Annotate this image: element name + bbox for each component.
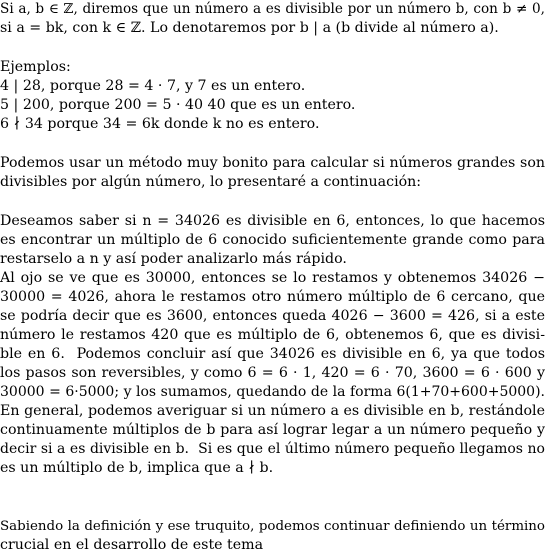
examples-heading: Ejemplos: bbox=[0, 59, 71, 75]
method-line-8: ble en 6. Podemos concluir así que 34026 es divisible en 6, ya que todos bbox=[0, 346, 545, 362]
method-line-9: los pasos son reversibles, y como 6 = 6 · 1, 420 = 6 · 70, 3600 = 6 · 600 y bbox=[0, 365, 545, 381]
example-1: 4 | 28, porque 28 = 4 · 7, y 7 es un entero. bbox=[0, 78, 306, 94]
method-line-11: En general, podemos averiguar si un número a es divisible en b, restándole bbox=[0, 403, 545, 419]
definition-line-1: Si a, b ∈ ℤ, diremos que un número a es divisible por un número b, con b ≠ 0, bbox=[0, 1, 545, 17]
intro-line-1: Podemos usar un método muy bonito para calcular si números grandes son bbox=[0, 155, 545, 171]
method-line-7: número le restamos 420 que es múltiplo de 6, obtenemos 6, que es divisi- bbox=[0, 327, 545, 343]
method-line-4: Al ojo se ve que es 30000, entonces se lo restamos y obtenemos 34026 − bbox=[0, 270, 545, 286]
method-line-6: se podría decir que es 3600, entonces queda 4026 − 3600 = 426, si a este bbox=[0, 308, 545, 324]
method-line-1: Deseamos saber si n = 34026 es divisible en 6, entonces, lo que hacemos bbox=[0, 213, 545, 229]
example-3: 6 ∤ 34 porque 34 = 6k donde k no es entero. bbox=[0, 116, 320, 132]
example-2: 5 | 200, porque 200 = 5 · 40 40 que es un entero. bbox=[0, 97, 356, 113]
method-line-2: es encontrar un múltiplo de 6 conocido suficientemente grande como para bbox=[0, 232, 545, 248]
closing-line-2: crucial en el desarrollo de este tema bbox=[0, 537, 264, 553]
method-line-3: restarselo a n y así poder analizarlo más rápido. bbox=[0, 251, 347, 267]
method-line-10: 30000 = 6·5000; y los sumamos, quedando de la forma 6(1+70+600+5000). bbox=[0, 384, 545, 400]
intro-line-2: divisibles por algún número, lo presentaré a continuación: bbox=[0, 174, 422, 190]
method-line-13: decir si a es divisible en b. Si es que el último número pequeño llegamos no bbox=[0, 441, 545, 457]
method-line-14: es un múltiplo de b, implica que a ∤ b. bbox=[0, 460, 274, 476]
closing-line-1: Sabiendo la definición y ese truquito, podemos continuar definiendo un término bbox=[0, 519, 545, 534]
method-line-12: continuamente múltiplos de b para así lograr legar a un número pequeño y bbox=[0, 422, 545, 438]
definition-line-2: si a = bk, con k ∈ ℤ. Lo denotaremos por b | a (b divide al número a). bbox=[0, 20, 499, 36]
method-line-5: 30000 = 4026, ahora le restamos otro número múltiplo de 6 cercano, que bbox=[0, 289, 545, 305]
